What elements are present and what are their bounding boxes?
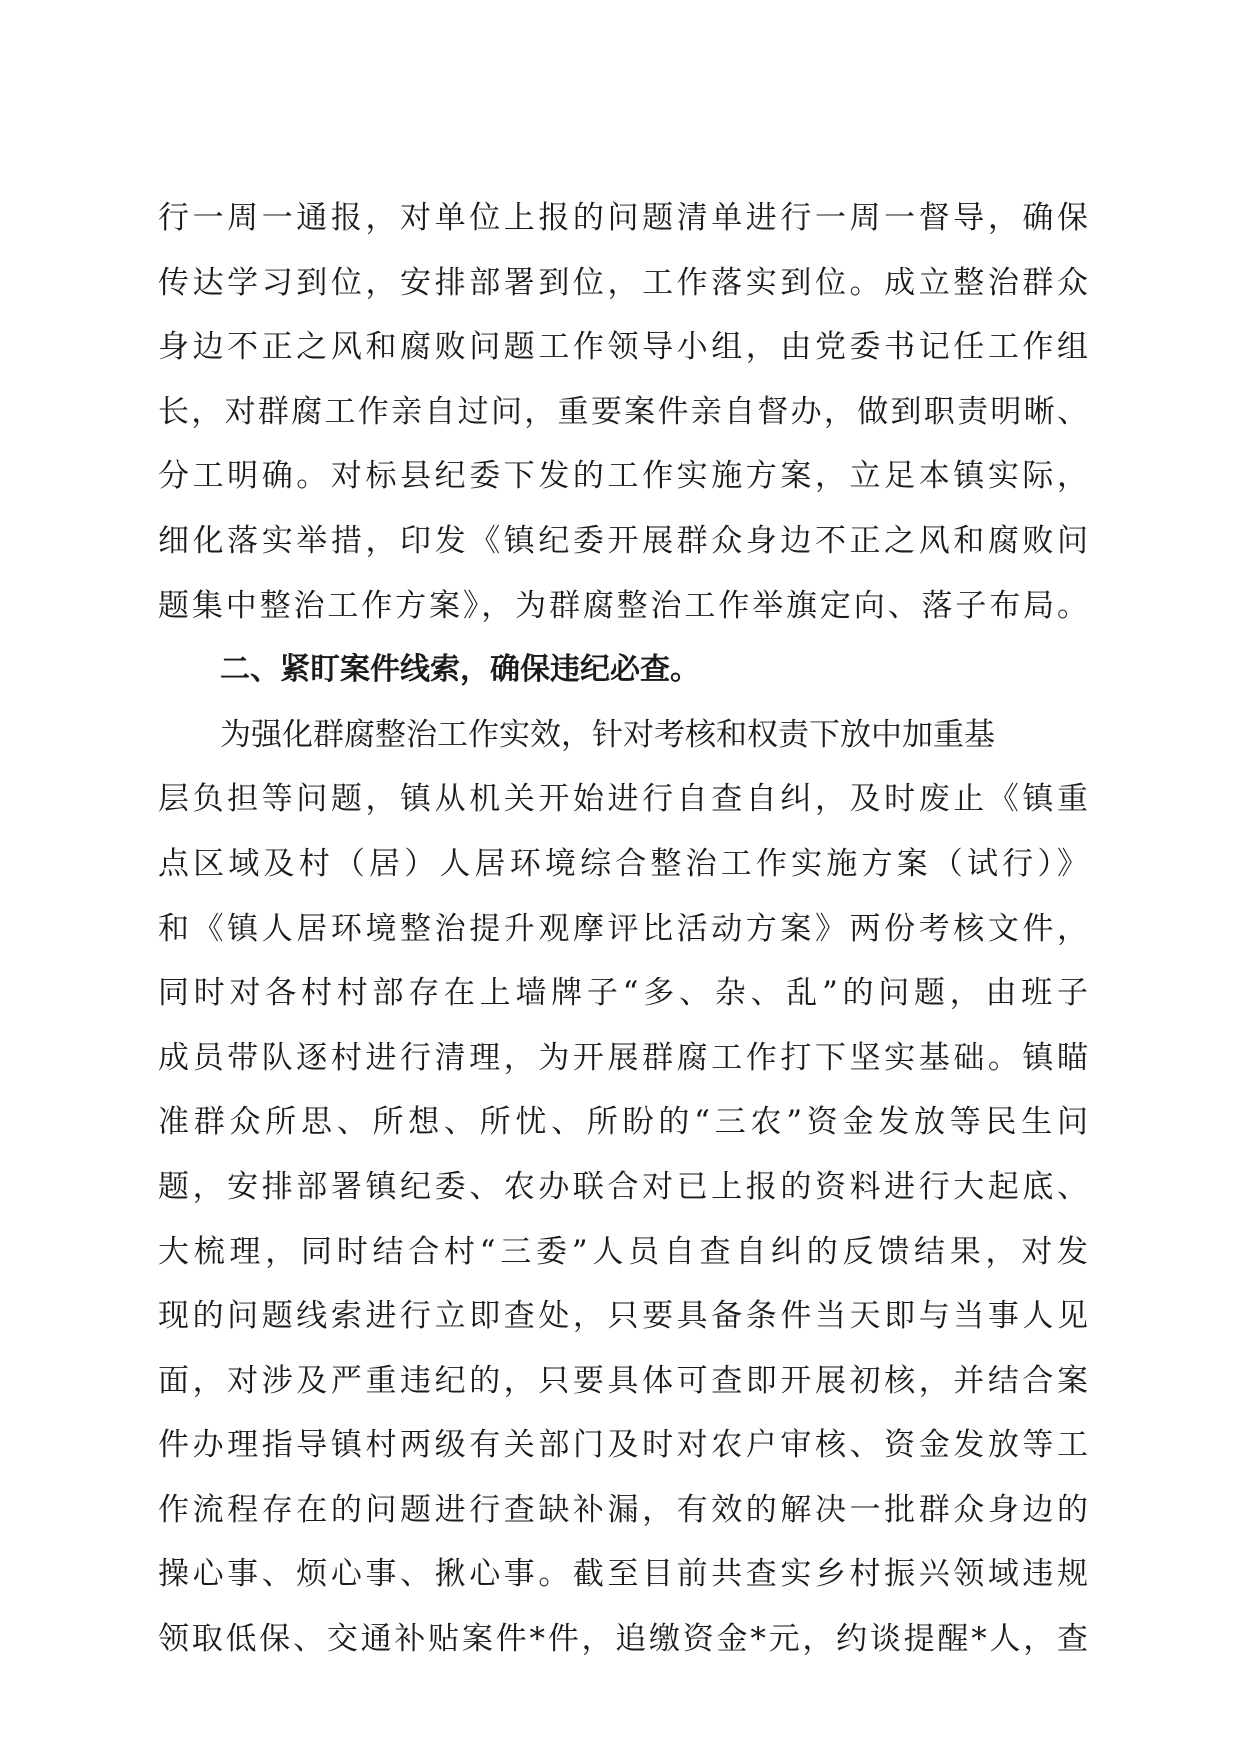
paragraph-line: 长，对群腐工作亲自过问，重要案件亲自督办，做到职责明晰、: [158, 393, 1088, 430]
paragraph-line: 传达学习到位，安排部署到位，工作落实到位。成立整治群众: [158, 264, 1088, 301]
paragraph-1: [158, 186, 1088, 638]
paragraph-line: 作流程存在的问题进行查缺补漏，有效的解决一批群众身边的: [158, 1491, 1088, 1528]
paragraph-line: 面，对涉及严重违纪的，只要具体可查即开展初核，并结合案: [158, 1362, 1088, 1399]
paragraph-line: 细化落实举措，印发《镇纪委开展群众身边不正之风和腐败问: [158, 522, 1088, 559]
paragraph-line: 大梳理，同时结合村“三委”人员自查自纠的反馈结果，对发: [158, 1233, 1088, 1270]
paragraph-line: 为强化群腐整治工作实效，针对考核和权责下放中加重基: [220, 716, 995, 753]
paragraph-line: 题，安排部署镇纪委、农办联合对已上报的资料进行大起底、: [158, 1168, 1088, 1205]
paragraph-line: 和《镇人居环境整治提升观摩评比活动方案》两份考核文件，: [158, 910, 1088, 947]
paragraph-line: 题集中整治工作方案》，为群腐整治工作举旗定向、落子布局。: [158, 587, 1088, 624]
paragraph-line: 层负担等问题，镇从机关开始进行自查自纠，及时废止《镇重: [158, 781, 1088, 818]
paragraph-line: 现的问题线索进行立即查处，只要具备条件当天即与当事人见: [158, 1298, 1088, 1335]
paragraph-line: 身边不正之风和腐败问题工作领导小组，由党委书记任工作组: [158, 329, 1088, 366]
paragraph-2: [158, 703, 1088, 1672]
paragraph-line: 分工明确。对标县纪委下发的工作实施方案，立足本镇实际，: [158, 458, 1088, 495]
document-body: [158, 186, 1088, 1672]
section-heading: 二、紧盯案件线索，确保违纪必查。: [220, 652, 700, 688]
paragraph-line: 行一周一通报，对单位上报的问题清单进行一周一督导，确保: [158, 200, 1088, 236]
paragraph-line: 领取低保、交通补贴案件*件，追缴资金*元，约谈提醒*人，查: [158, 1621, 1088, 1658]
paragraph-line: 同时对各村村部存在上墙牌子“多、杂、乱”的问题，由班子: [158, 975, 1088, 1012]
paragraph-line: 准群众所思、所想、所忧、所盼的“三农”资金发放等民生问: [158, 1104, 1088, 1141]
paragraph-line: 件办理指导镇村两级有关部门及时对农户审核、资金发放等工: [158, 1427, 1088, 1464]
paragraph-line: 成员带队逐村进行清理，为开展群腐工作打下坚实基础。镇瞄: [158, 1039, 1088, 1076]
paragraph-line: 点区域及村（居）人居环境综合整治工作实施方案（试行）》: [158, 845, 1088, 882]
paragraph-line: 操心事、烦心事、揪心事。截至目前共查实乡村振兴领域违规: [158, 1556, 1088, 1593]
